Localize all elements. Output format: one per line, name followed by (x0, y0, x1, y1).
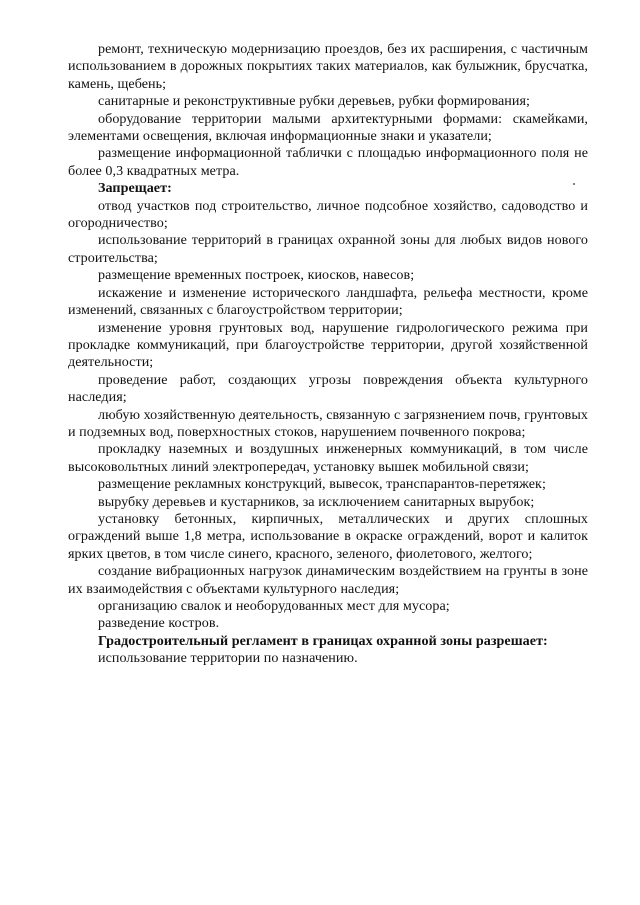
paragraph-road-repair: ремонт, техническую модернизацию проездов, без их расширения, с частичным использованием в дорожных покрытиях таких материалов, как булыжник, брусчатка, камень, щебень; (68, 41, 588, 92)
paragraph-land-allocation: отвод участков под строительство, личное подсобное хозяйство, садоводство и огородничество; (68, 197, 588, 232)
paragraph-tree-felling: вырубку деревьев и кустарников, за исключением санитарных вырубок; (98, 493, 535, 510)
paragraph-dumps: организацию свалок и необорудованных мест для мусора; (98, 598, 450, 614)
paragraph-threat-works: проведение работ, создающих угрозы повреждения объекта культурного наследия; (68, 371, 588, 406)
scan-speck (573, 183, 575, 185)
paragraph-utilities: прокладку наземных и воздушных инженерных коммуникаций, в том числе высоковольтных линий электропередач, установку вышек мобильной связи; (68, 441, 588, 475)
paragraph-fences: установку бетонных, кирпичных, металлических и других сплошных ограждений выше 1,8 метра, использование в окраске ограждений, ворот и калиток ярких цветов, в том числе синего, красного, зеленого, фиолетового, желтого; (68, 510, 588, 562)
paragraph-vibration: создание вибрационных нагрузок динамическим воздействием на грунты в зоне их взаимодействия с объектами культурного наследия; (68, 563, 588, 597)
paragraph-temporary-buildings: размещение временных построек, киосков, навесов; (98, 267, 415, 284)
paragraph-sanitary-felling: санитарные и реконструктивные рубки деревьев, рубки формирования; (98, 93, 530, 110)
paragraph-landscape: искажение и изменение исторического ландшафта, рельефа местности, кроме изменений, связанных с благоустройством территории; (68, 284, 588, 319)
paragraph-groundwater: изменение уровня грунтовых вод, нарушение гидрологического режима при прокладке коммуникаций, при благоустройстве территории, другой хозяйственной деятельности; (68, 319, 588, 371)
heading-regulation-allows: Градостроительный регламент в границах охранной зоны разрешает: (98, 632, 548, 649)
paragraph-intended-use: использование территории по назначению. (98, 650, 358, 667)
paragraph-pollution: любую хозяйственную деятельность, связанную с загрязнением почв, грунтовых и подземных вод, поверхностных стоков, нарушением почвенного покрова; (68, 406, 588, 440)
document-page (68, 41, 588, 668)
paragraph-advertising: размещение рекламных конструкций, вывесок, транспарантов-перетяжек; (98, 476, 546, 493)
paragraph-small-forms: оборудование территории малыми архитектурными формами: скамейками, элементами освещения, включая информационные знаки и указатели; (68, 110, 588, 145)
paragraph-info-plate: размещение информационной таблички с площадью информационного поля не более 0,3 квадратных метра. (68, 145, 588, 179)
paragraph-fires: разведение костров. (98, 615, 220, 632)
paragraph-new-construction: использование территорий в границах охранной зоны для любых видов нового строительства; (68, 232, 588, 266)
heading-prohibits: Запрещает: (98, 180, 172, 197)
